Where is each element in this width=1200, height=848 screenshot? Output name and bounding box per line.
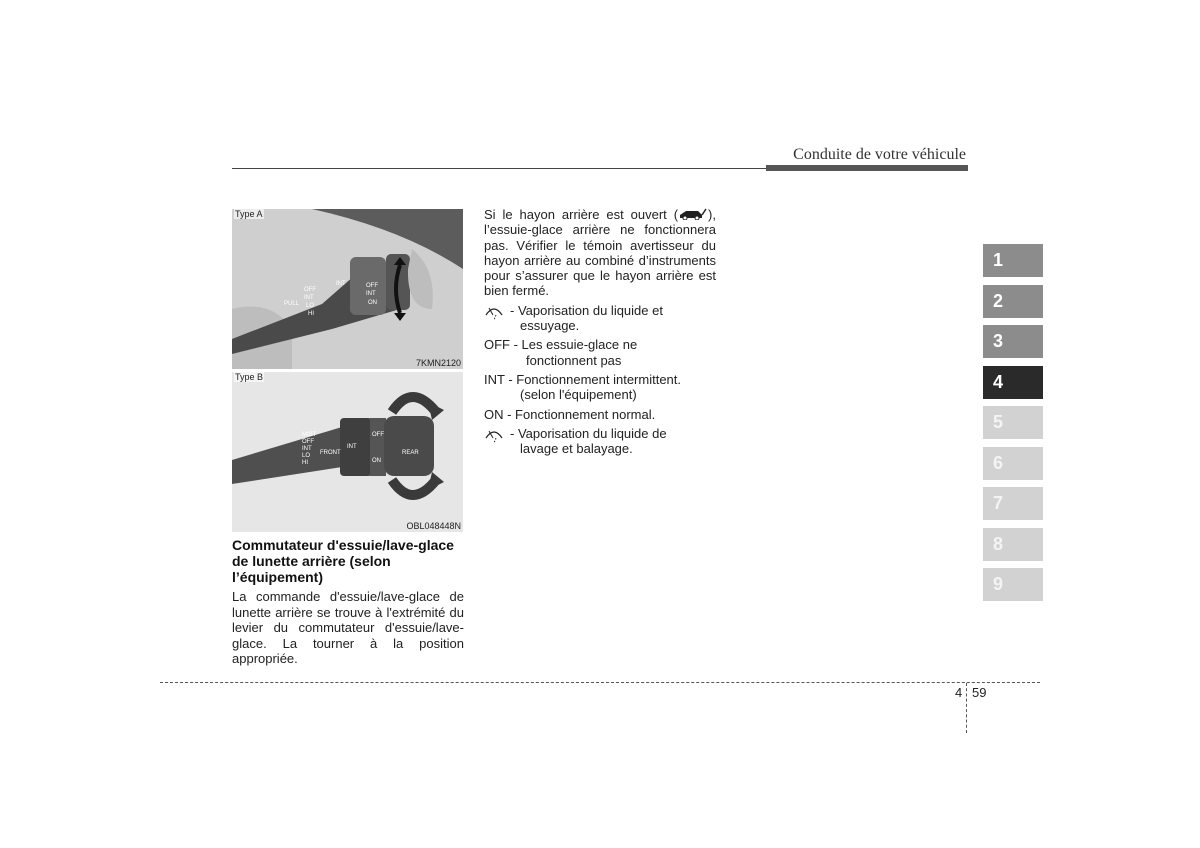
wash-item-1 [484, 303, 716, 334]
tailgate-open-icon [678, 208, 708, 220]
wash-item-1-cont: essuyage. [520, 318, 580, 334]
switch-mark: ON [372, 458, 381, 464]
switch-mark: MIST [302, 432, 317, 438]
footer-divider [966, 683, 967, 733]
chapter-tab-2[interactable]: 2 [983, 285, 1043, 318]
switch-mark: INT [347, 444, 357, 450]
switch-mark: PULL [284, 301, 300, 307]
wash-item-2-cont: lavage et balayage. [520, 441, 633, 457]
figure-type-b [232, 372, 463, 532]
tailgate-paragraph: Si le hayon arrière est ouvert ( ), l’essuie-glace arrière ne fonctionnera pas. Vérifier le témoin avertisseur du hayon arrière au combiné d’instruments pour s’assurer que le hayon arrière est bien fermé. [484, 207, 716, 299]
on-item [484, 407, 716, 422]
switch-mark: LO [306, 303, 315, 309]
figure-code: 7KMN2120 [415, 358, 461, 368]
figure-label: Type A [235, 209, 263, 219]
switch-mark: OFF [302, 439, 314, 445]
switch-mark: LO [302, 453, 311, 459]
switch-mark: HI [302, 460, 308, 466]
int-item-text: INT - Fonctionnement intermittent. [484, 371, 682, 387]
switch-mark: OFF [304, 287, 316, 293]
int-item-cont: (selon l'équipement) [520, 387, 637, 403]
header-rule [232, 168, 766, 169]
switch-mark: ON [368, 300, 377, 306]
int-item [484, 372, 716, 403]
switch-mark: REAR [402, 450, 419, 456]
off-item-text: OFF - Les essuie-glace ne [484, 337, 638, 353]
figure-type-a [232, 209, 463, 369]
header-rule-accent [766, 165, 968, 171]
chapter-tab-9[interactable]: 9 [983, 568, 1043, 601]
chapter-tabs [983, 244, 1043, 609]
on-item-text: ON - Fonctionnement normal. [484, 406, 656, 422]
switch-mark: INT [336, 281, 346, 287]
chapter-tab-6[interactable]: 6 [983, 447, 1043, 480]
page-number: 59 [972, 685, 987, 700]
switch-mark: FRONT [320, 450, 341, 456]
section-body: La commande d'essuie/lave-glace de lunette arrière se trouve à l'extrémité du levier du commutateur d'essuie/lave-glace. La tourner à la position appropriée. [232, 589, 464, 666]
footer-rule [160, 682, 1040, 683]
wiper-stalk-illustration-b [232, 372, 463, 532]
chapter-tab-3[interactable]: 3 [983, 325, 1043, 358]
figure-code: OBL048448N [406, 521, 461, 531]
chapter-tab-5[interactable]: 5 [983, 406, 1043, 439]
section-heading: Commutateur d'essuie/lave-glace de lunette arrière (selon l’équipement) [232, 537, 454, 585]
figure-label: Type B [235, 372, 264, 382]
chapter-tab-4[interactable]: 4 [983, 366, 1043, 399]
page-chapter: 4 [955, 685, 963, 700]
off-item [484, 337, 716, 368]
washer-spray-icon [484, 426, 504, 444]
switch-mark: HI [308, 311, 314, 317]
switch-mark: INT [302, 446, 312, 452]
switch-mark: OFF [366, 283, 378, 289]
wash-item-2-text: - Vaporisation du liquide de [510, 425, 667, 441]
instructions-column [484, 207, 716, 460]
wash-item-2 [484, 426, 716, 457]
chapter-tab-1[interactable]: 1 [983, 244, 1043, 277]
switch-mark: OFF [372, 432, 384, 438]
off-item-cont: fonctionnent pas [526, 352, 622, 368]
header-title: Conduite de votre véhicule [793, 146, 966, 163]
wash-item-1-text: - Vaporisation du liquide et [510, 302, 663, 318]
chapter-tab-8[interactable]: 8 [983, 528, 1043, 561]
chapter-tab-7[interactable]: 7 [983, 487, 1043, 520]
switch-mark: INT [366, 291, 376, 297]
wiper-stalk-illustration-a [232, 209, 463, 369]
washer-spray-icon [484, 303, 504, 321]
switch-mark: INT [304, 295, 314, 301]
